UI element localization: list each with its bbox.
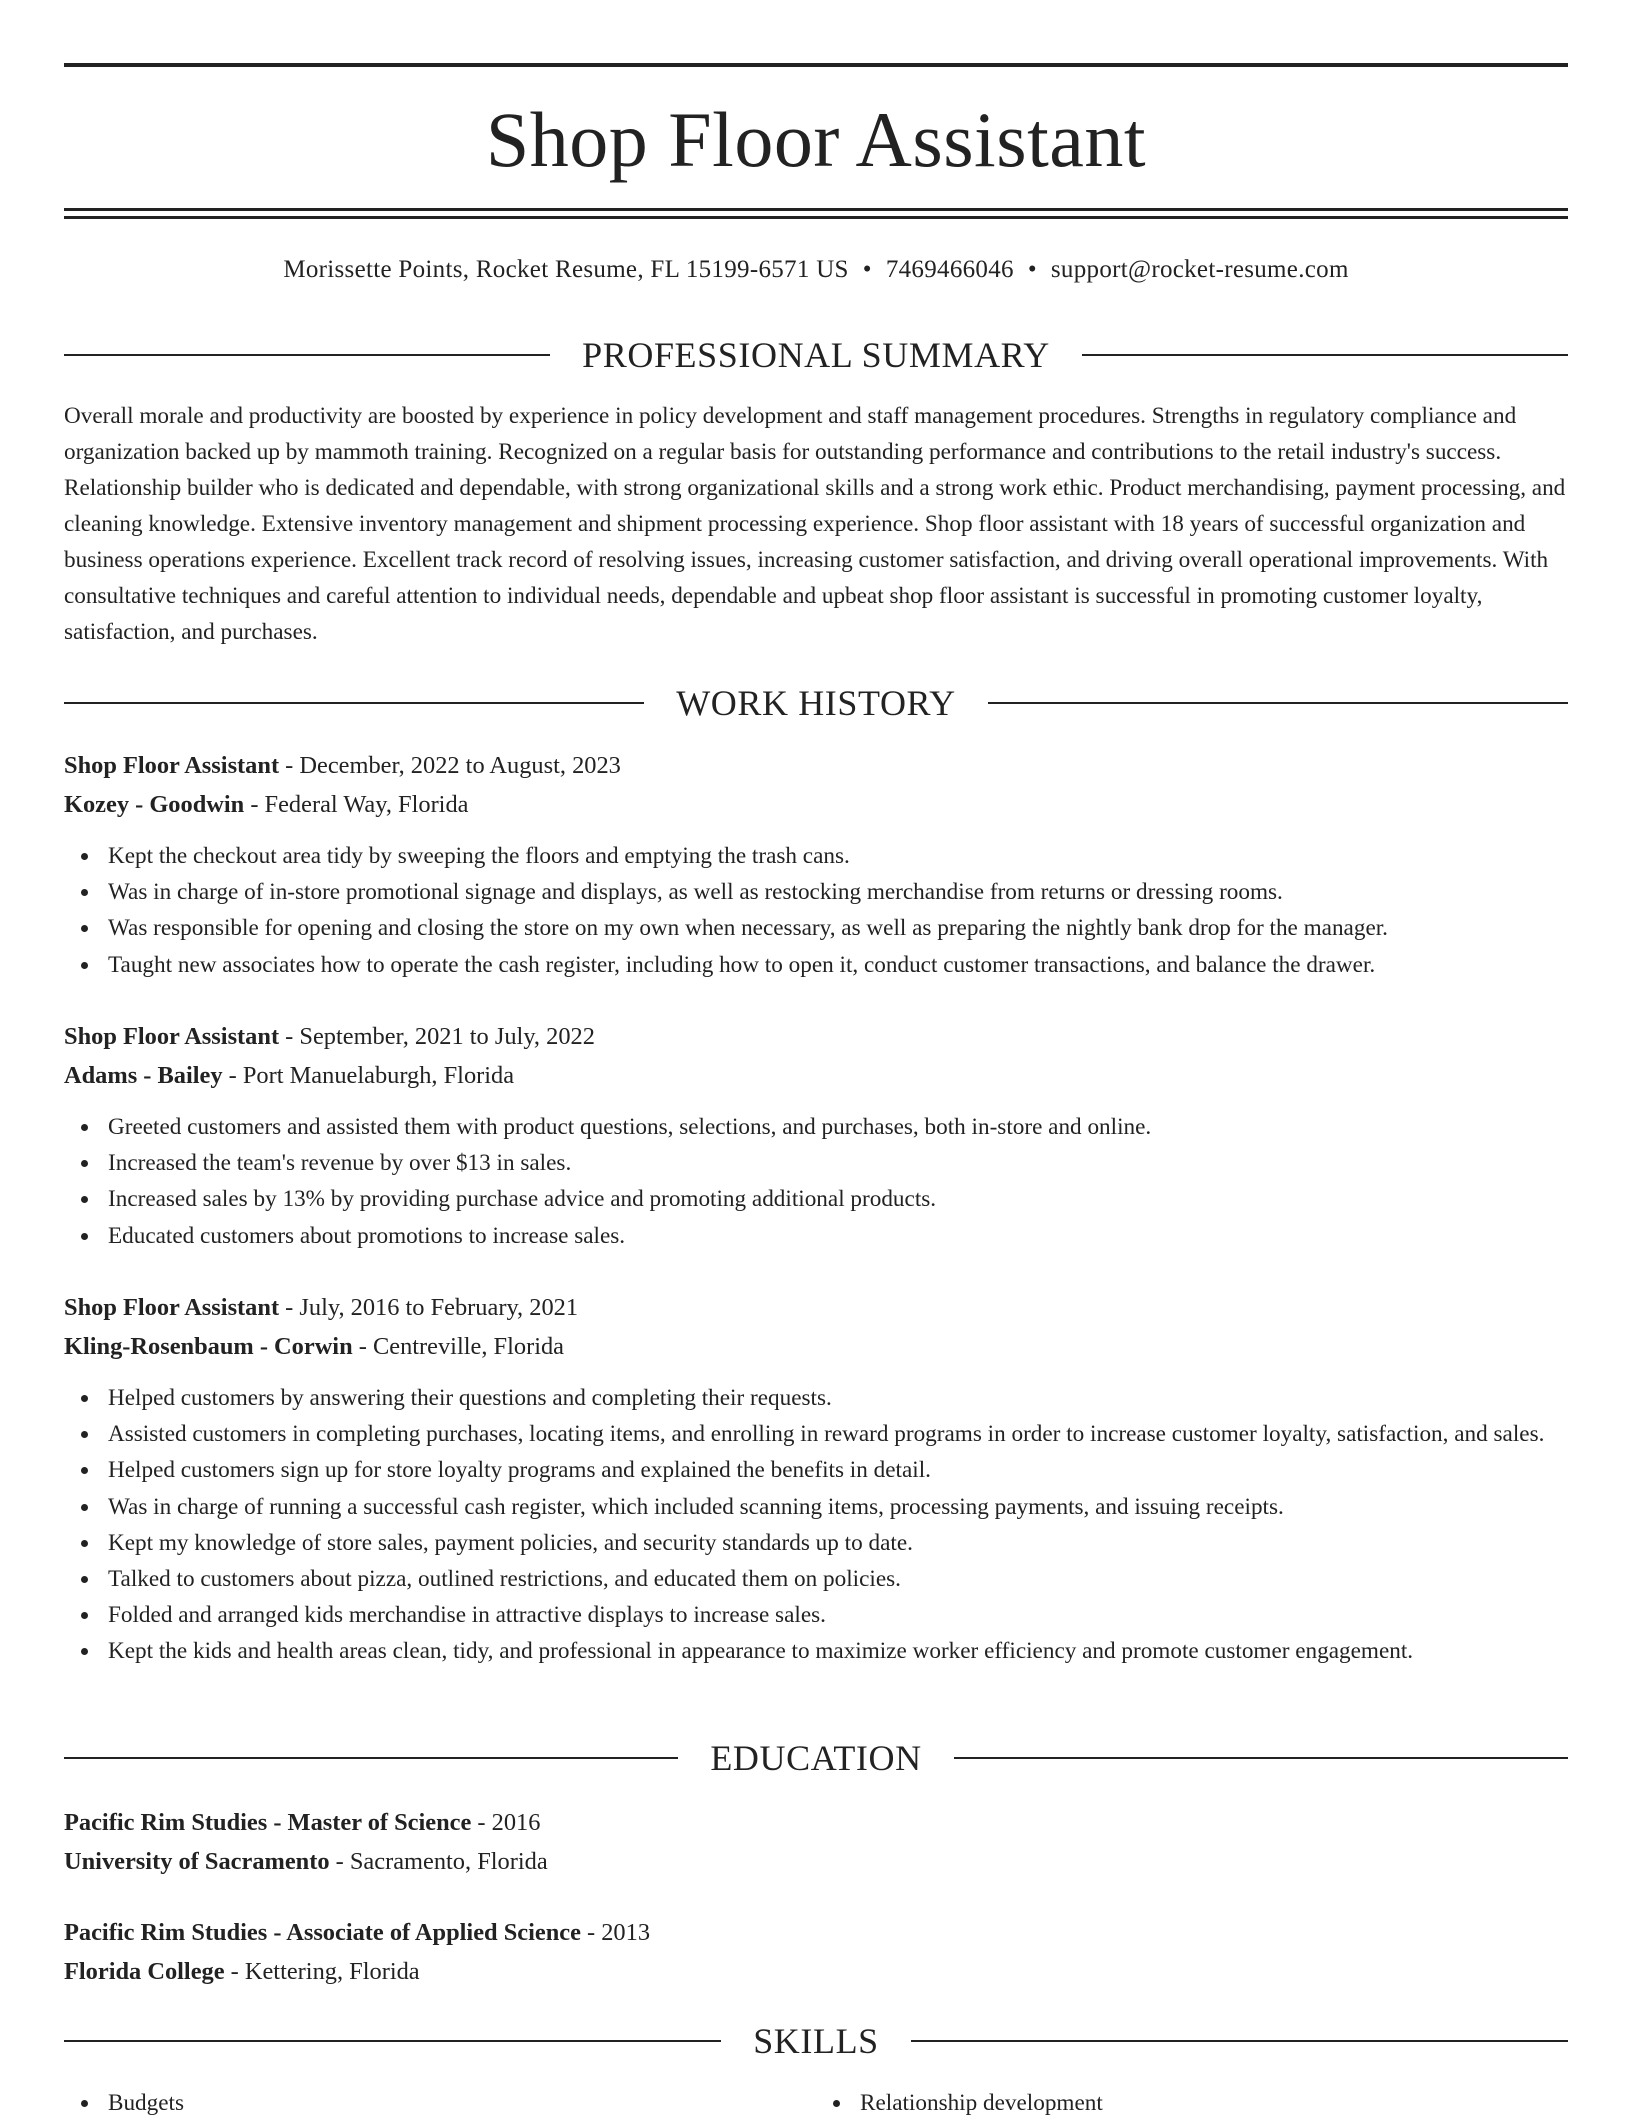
job-location: - Centreville, Florida — [352, 1332, 564, 1360]
list-item: Increased the team's revenue by over $13 in sales. — [108, 1145, 1568, 1181]
contact-email: support@rocket-resume.com — [1050, 256, 1349, 283]
job-company-line — [64, 786, 1568, 825]
heading-rule — [954, 1757, 1568, 1759]
top-rule — [64, 63, 1568, 67]
job-company: Kling-Rosenbaum - Corwin — [64, 1332, 353, 1360]
contact-phone: 7469466046 — [885, 256, 1014, 283]
skills-list — [64, 2085, 1568, 2121]
education-entry — [64, 1914, 1568, 1991]
heading-rule — [64, 702, 644, 704]
contact-separator: • — [862, 256, 872, 283]
job-company: Adams - Bailey — [64, 1061, 223, 1089]
job-dates: - December, 2022 to August, 2023 — [279, 752, 621, 779]
heading-rule — [1082, 354, 1568, 356]
job-company-line — [64, 1328, 1568, 1367]
contact-separator: • — [1027, 256, 1037, 283]
heading-rule — [64, 1757, 678, 1759]
education-degree-line — [64, 1914, 1568, 1953]
section-heading-summary — [64, 330, 1568, 380]
education-year: - 2016 — [471, 1809, 541, 1836]
contact-line — [64, 252, 1568, 288]
job-title-line — [64, 1289, 1568, 1328]
heading-rule — [911, 2040, 1568, 2042]
section-heading-work-history — [64, 678, 1568, 728]
section-title: SKILLS — [753, 2021, 879, 2061]
list-item: Was responsible for opening and closing the store on my own when necessary, as well as preparing the nightly bank drop for the manager. — [108, 910, 1568, 946]
section-title: EDUCATION — [710, 1738, 922, 1778]
education-location: - Sacramento, Florida — [329, 1847, 548, 1875]
title-rule-lower — [64, 216, 1568, 219]
education-school: University of Sacramento — [64, 1847, 330, 1875]
list-item: Greeted customers and assisted them with product questions, selections, and purchases, both in-store and online. — [108, 1109, 1568, 1145]
list-item: Was in charge of in-store promotional signage and displays, as well as restocking merchandise from returns or dressing rooms. — [108, 874, 1568, 910]
education-degree: Pacific Rim Studies - Master of Science — [64, 1809, 472, 1836]
section-heading-skills — [64, 2016, 1568, 2066]
education-school-line — [64, 1843, 1568, 1882]
title-rule-upper — [64, 208, 1568, 211]
job-title: Shop Floor Assistant — [64, 752, 280, 779]
section-title: WORK HISTORY — [676, 683, 956, 723]
list-item: Taught new associates how to operate the cash register, including how to open it, conduct customer transactions, and balance the drawer. — [108, 947, 1568, 983]
list-item: Educated customers about promotions to increase sales. — [108, 1218, 1568, 1254]
skills-column-right — [816, 2085, 1568, 2121]
page-title: Shop Floor Assistant — [485, 96, 1147, 183]
job-title-line — [64, 747, 1568, 786]
job-bullets — [64, 838, 1568, 983]
list-item: Relationship development — [860, 2085, 1568, 2121]
job-company-line — [64, 1057, 1568, 1096]
heading-rule — [988, 702, 1568, 704]
contact-address: Morissette Points, Rocket Resume, FL 15199-6571 US — [283, 256, 849, 283]
education-school-line — [64, 1953, 1568, 1992]
list-item: Budgets — [108, 2085, 816, 2121]
list-item: Kept my knowledge of store sales, payment policies, and security standards up to date. — [108, 1525, 1568, 1561]
job-bullets — [64, 1380, 1568, 1670]
job-title: Shop Floor Assistant — [64, 1294, 280, 1321]
list-item: Talked to customers about pizza, outlined restrictions, and educated them on policies. — [108, 1561, 1568, 1597]
education-degree-line — [64, 1804, 1568, 1843]
job-location: - Port Manuelaburgh, Florida — [222, 1061, 515, 1089]
job-title-line — [64, 1018, 1568, 1057]
list-item: Was in charge of running a successful cash register, which included scanning items, processing payments, and issuing receipts. — [108, 1489, 1568, 1525]
job-company: Kozey - Goodwin — [64, 790, 245, 818]
list-item: Assisted customers in completing purchases, locating items, and enrolling in reward programs in order to increase customer loyalty, satisfaction, and sales. — [108, 1416, 1568, 1452]
job-entry — [64, 747, 1568, 983]
job-bullets — [64, 1109, 1568, 1254]
education-degree: Pacific Rim Studies - Associate of Applied Science — [64, 1919, 581, 1946]
summary-text: Overall morale and productivity are boosted by experience in policy development and staff management procedures. Strengths in regulatory compliance and organization backed up by mammoth training. Recognized on a regular basis for outstanding performance and contributions to the retail industry's success. Relationship builder who is dedicated and dependable, with strong organizational skills and a strong work ethic. Product merchandising, payment processing, and cleaning knowledge. Extensive inventory management and shipment processing experience. Shop floor assistant with 18 years of successful organization and business operations experience. Excellent track record of resolving issues, increasing customer satisfaction, and driving overall operational improvements. With consultative techniques and careful attention to individual needs, dependable and upbeat shop floor assistant is successful in promoting customer loyalty, satisfaction, and purchases. — [64, 403, 1566, 645]
section-heading-education — [64, 1733, 1568, 1783]
education-school: Florida College — [64, 1957, 225, 1985]
job-title: Shop Floor Assistant — [64, 1023, 280, 1050]
heading-rule — [64, 354, 550, 356]
list-item: Helped customers sign up for store loyalty programs and explained the benefits in detail. — [108, 1452, 1568, 1488]
education-location: - Kettering, Florida — [224, 1957, 420, 1985]
heading-rule — [64, 2040, 721, 2042]
job-entry — [64, 1018, 1568, 1254]
job-dates: - July, 2016 to February, 2021 — [279, 1294, 579, 1321]
skills-column-left — [64, 2085, 816, 2121]
list-item: Helped customers by answering their questions and completing their requests. — [108, 1380, 1568, 1416]
education-entry — [64, 1804, 1568, 1881]
list-item: Folded and arranged kids merchandise in attractive displays to increase sales. — [108, 1597, 1568, 1633]
job-entry — [64, 1289, 1568, 1670]
list-item: Kept the kids and health areas clean, tidy, and professional in appearance to maximize worker efficiency and promote customer engagement. — [108, 1633, 1568, 1669]
job-location: - Federal Way, Florida — [244, 790, 469, 818]
list-item: Kept the checkout area tidy by sweeping the floors and emptying the trash cans. — [108, 838, 1568, 874]
section-title: PROFESSIONAL SUMMARY — [582, 335, 1050, 375]
job-dates: - September, 2021 to July, 2022 — [279, 1023, 595, 1050]
education-year: - 2013 — [580, 1919, 651, 1946]
list-item: Increased sales by 13% by providing purchase advice and promoting additional products. — [108, 1181, 1568, 1217]
